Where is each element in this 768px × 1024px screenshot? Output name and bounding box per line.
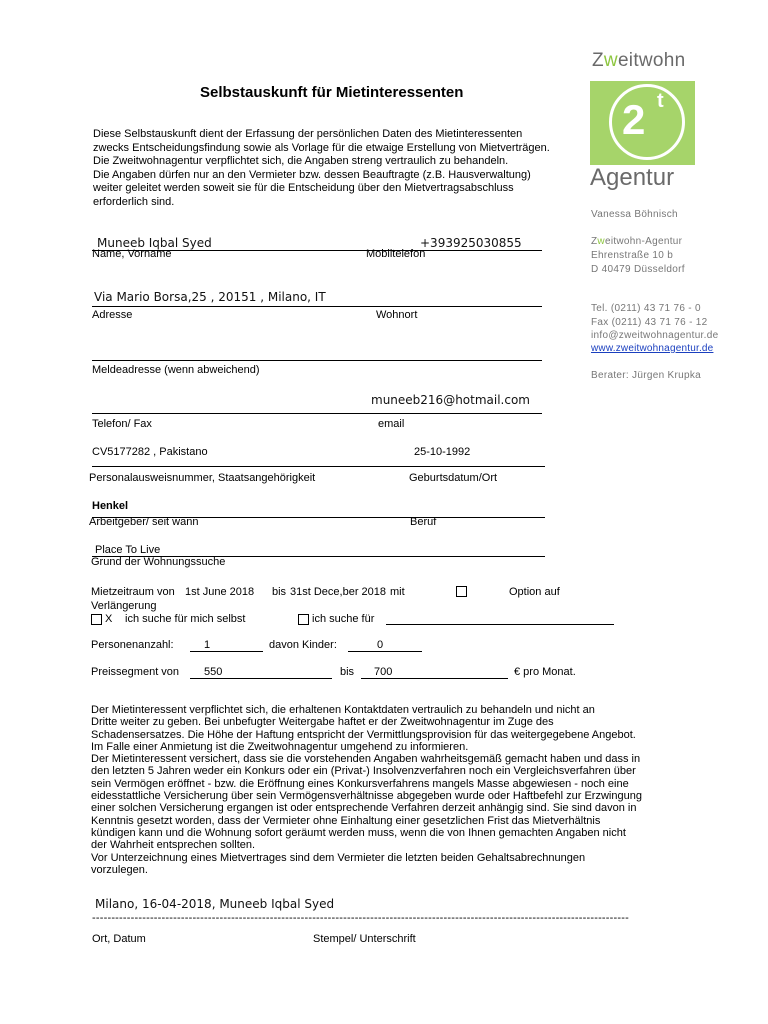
children-underline (348, 651, 422, 652)
logo-circle (609, 84, 685, 160)
legal-line: Kenntnis gesetzt worden, dass der Vermieter ohne Einhaltung einer gesetzlichen Frist das Mietverhältnis (91, 814, 601, 827)
contact-berater: Berater: Jürgen Krupka (591, 370, 701, 381)
other-underline[interactable] (386, 624, 614, 625)
contact-tel: Tel. (0211) 43 71 76 - 0 (591, 303, 701, 314)
logo-wordmark-bottom: Agentur (590, 164, 675, 191)
employer-label: Arbeitgeber/ seit wann (89, 516, 199, 528)
wohnort-label: Wohnort (376, 309, 418, 321)
contact-street: Ehrenstraße 10 b (591, 250, 674, 261)
birth-label: Geburtsdatum/Ort (409, 472, 498, 484)
contact-person: Vanessa Böhnisch (591, 209, 678, 220)
beruf-label: Beruf (410, 516, 437, 528)
persons-underline (190, 651, 263, 652)
period-label: Mietzeitraum von (91, 586, 175, 598)
ort-datum-label: Ort, Datum (92, 933, 146, 945)
meldeadresse-underline[interactable] (92, 360, 542, 361)
name-value[interactable]: Muneeb Iqbal Syed (97, 236, 212, 250)
logo-wordmark-top: Zweitwohn (592, 50, 686, 71)
contact-web-link[interactable]: www.zweitwohnagentur.de (591, 343, 714, 354)
intro-line: erforderlich sind. (93, 195, 175, 208)
intro-line: zwecks Entscheidungsfindung sowie als Vorlage für die etwaige Erstellung von Mietverträgen. (93, 141, 550, 154)
address-value[interactable]: Via Mario Borsa,25 , 20151 , Milano, IT (94, 290, 326, 304)
legal-line: den letzten 5 Jahren weder ein Konkurs oder ein (Privat-) Insolvenzverfahren noch ein Vergleichsverfahren über (91, 765, 636, 778)
other-checkbox[interactable] (298, 614, 309, 625)
employer-value[interactable]: Henkel (92, 500, 129, 512)
legal-line: Im Falle einer Anmietung ist die Zweitwohnagentur umgehend zu informieren. (91, 740, 469, 753)
logo-number: 2 (622, 96, 646, 143)
self-label: ich suche für mich selbst (125, 613, 246, 625)
name-label: Name, Vorname (92, 248, 172, 260)
intro-line: weiter geleitet werden soweit sie für die Entscheidung über den Mietvertragsabschluss (93, 182, 514, 195)
id-underline (92, 466, 545, 467)
reason-value[interactable]: Place To Live (95, 544, 161, 556)
legal-line: eidesstattliche Versicherung über sein Vermögensverhältnisse abgegeben wurde oder Haftbefehl zur Erzwingung (91, 790, 642, 803)
legal-line: sein Vermögen eröffnet - bzw. die Eröffnung eines Konkursverfahrens mangels Masse abgewiesen - noch eine (91, 777, 629, 790)
legal-line: der Wahrheit entsprechen sollten. (91, 839, 256, 852)
period-mit-label: mit (390, 586, 405, 598)
persons-count[interactable]: 1 (204, 639, 211, 651)
intro-line: Diese Selbstauskunft dient der Erfassung der persönlichen Daten des Mietinteressenten (93, 128, 523, 140)
period-bis-label: bis (272, 586, 287, 598)
address-label: Adresse (92, 309, 133, 321)
legal-paragraph (91, 704, 681, 876)
other-label: ich suche für (312, 613, 375, 625)
stempel-label: Stempel/ Unterschrift (313, 933, 416, 945)
meldeadresse-label: Meldeadresse (wenn abweichend) (92, 364, 260, 376)
telefon-label: Telefon/ Fax (92, 418, 152, 430)
address-underline (92, 306, 542, 307)
legal-line: Der Mietinteressent verpflichtet sich, die erhaltenen Kontaktdaten vertraulich zu behandeln und nicht an (91, 704, 595, 716)
mobile-value[interactable]: +393925030855 (420, 236, 522, 250)
self-checkbox[interactable] (91, 614, 102, 625)
self-checkbox-mark: X (105, 613, 113, 625)
email-label: email (378, 418, 405, 430)
legal-line: einer solchen Versicherung ergangen ist oder entsprechende Verfahren derzeit anhängig sind. Sie sind davon in (91, 802, 637, 815)
legal-line: vorzulegen. (91, 863, 148, 876)
reason-label: Grund der Wohnungssuche (91, 556, 226, 568)
price-label: Preissegment von (91, 666, 180, 678)
period-from-value[interactable]: 1st June 2018 (185, 586, 255, 598)
contact-city: D 40479 Düsseldorf (591, 264, 685, 275)
logo-superscript: t (657, 90, 664, 112)
intro-line: Die Zweitwohnagentur verpflichtet sich, die Angaben streng vertraulich zu behandeln. (93, 155, 509, 168)
price-to-underline (361, 678, 508, 679)
legal-line: kündigen kann und die Wohnung sofort geräumt werden muss, wenn die von Ihnen gemachten Angaben nicht (91, 826, 626, 839)
id-label: Personalausweisnummer, Staatsangehörigkeit (89, 472, 316, 484)
persons-label: Personenanzahl: (91, 639, 174, 651)
contact-email: info@zweitwohnagentur.de (591, 330, 719, 341)
price-to-value[interactable]: 700 (374, 666, 393, 678)
children-label: davon Kinder: (269, 639, 337, 651)
option-checkbox[interactable] (456, 586, 467, 597)
intro-line: Die Angaben dürfen nur an den Vermieter bzw. dessen Beauftragte (z.B. Hausverwaltung) (93, 168, 531, 181)
signature-value[interactable]: Milano, 16-04-2018, Muneeb Iqbal Syed (95, 897, 335, 911)
price-bis-label: bis (340, 666, 355, 678)
price-from-underline (190, 678, 332, 679)
verlaengerung-label: Verlängerung (91, 600, 157, 612)
children-count[interactable]: 0 (377, 639, 384, 651)
birth-value[interactable]: 25-10-1992 (414, 446, 471, 458)
legal-line: Schadensersatzes. Die Höhe der Haftung entspricht der Vermittlungsprovision für das weitergegebene Angebot. (91, 728, 636, 741)
page-title: Selbstauskunft für Mietinteressenten (200, 84, 464, 101)
legal-line: Der Mietinteressent versichert, dass sie die vorstehenden Angaben wahrheitsgemäß gemacht haben und dass in (91, 753, 641, 766)
id-value[interactable]: CV5177282 , Pakistano (92, 446, 208, 458)
contact-fax: Fax (0211) 43 71 76 - 12 (591, 317, 708, 328)
period-to-value[interactable]: 31st Dece,ber 2018 (290, 586, 387, 598)
mobile-label: Mobiltelefon (366, 248, 426, 260)
option-label: Option auf (509, 586, 560, 598)
price-suffix: € pro Monat. (514, 666, 576, 678)
intro-paragraph (93, 128, 573, 210)
email-value[interactable]: muneeb216@hotmail.com (371, 393, 530, 407)
telefon-underline (92, 413, 542, 414)
signature-dashed-line: ------------------------------------------------------------------------------------------------------------------------------------------- (92, 912, 629, 924)
legal-line: Dritte weiter zu geben. Bei unbefugter Weitergabe haftet er der Zweitwohnagentur im Zuge des (91, 716, 554, 729)
legal-line: Vor Unterzeichnung eines Mietvertrages sind dem Vermieter die letzten beiden Gehaltsabrechnungen (91, 851, 586, 864)
contact-company: Zweitwohn-Agentur (591, 236, 683, 247)
price-from-value[interactable]: 550 (204, 666, 223, 678)
